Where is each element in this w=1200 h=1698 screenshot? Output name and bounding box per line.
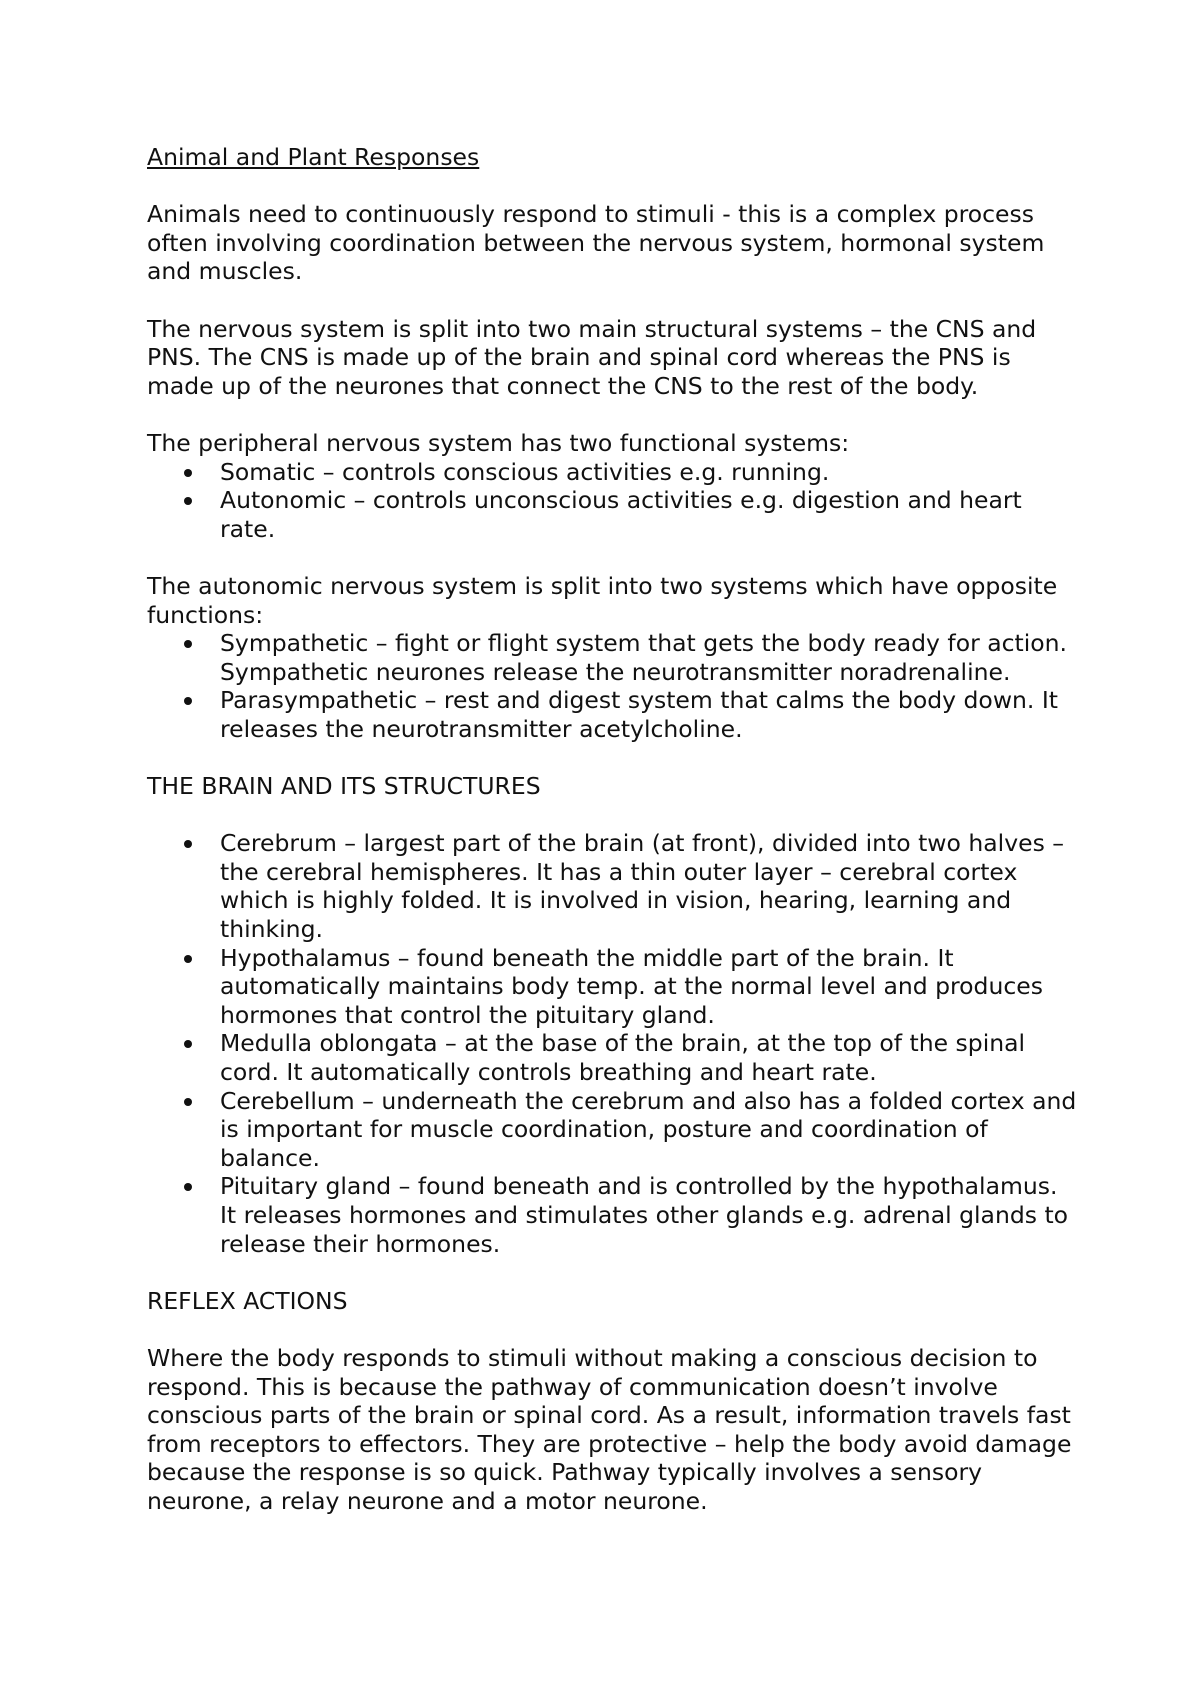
bullet-icon [184, 1183, 192, 1191]
list-item [147, 1029, 1077, 1086]
bullet-icon [184, 640, 192, 648]
bullet-icon [184, 469, 192, 477]
list-item-text: Cerebellum – underneath the cerebrum and also has a folded cortex and is important for muscle coordination, posture and coordination of balance. [220, 1086, 1077, 1172]
list-item-text: Parasympathetic – rest and digest system that calms the body down. It releases the neurotransmitter acetylcholine. [220, 686, 1059, 743]
list-item [147, 1087, 1077, 1173]
list-item [147, 629, 1077, 686]
list-item-text: Cerebrum – largest part of the brain (at front), divided into two halves – the cerebral hemispheres. It has a thin outer layer – cerebral cortex which is highly folded. It is involved in vision, hearing, learning and thinking. [220, 829, 1065, 944]
list-item [147, 1172, 1077, 1258]
bullet-icon [184, 840, 192, 848]
nervous-system-paragraph: The nervous system is split into two main structural systems – the CNS and PNS. The CNS is made up of the brain and spinal cord whereas the PNS is made up of the neurones that connect the CNS to the rest of the body. [147, 314, 1037, 400]
reflex-heading: REFLEX ACTIONS [147, 1286, 348, 1315]
list-item-text: Medulla oblongata – at the base of the brain, at the top of the spinal cord. It automatically controls breathing and heart rate. [220, 1029, 1026, 1086]
list-item-text: Pituitary gland – found beneath and is controlled by the hypothalamus. It releases hormones and stimulates other glands e.g. adrenal glands to release their hormones. [220, 1172, 1069, 1258]
list-item [147, 458, 1077, 487]
list-item [147, 686, 1077, 743]
intro-paragraph: Animals need to continuously respond to stimuli - this is a complex process often involving coordination between the nervous system, hormonal system and muscles. [147, 200, 1045, 286]
list-item-text: Hypothalamus – found beneath the middle part of the brain. It automatically maintains body temp. at the normal level and produces hormones that control the pituitary gland. [220, 943, 1043, 1029]
list-item-text: Somatic – controls conscious activities e.g. running. [220, 457, 830, 486]
bullet-icon [184, 697, 192, 705]
reflex-paragraph: Where the body responds to stimuli without making a conscious decision to respond. This is because the pathway of communication doesn’t involve conscious parts of the brain or spinal cord. As a result, information travels fast from receptors to effectors. They are protective – help the body avoid damage because the response is so quick. Pathway typically involves a sensory neurone, a relay neurone and a motor neurone. [147, 1343, 1072, 1515]
list-item [147, 486, 1077, 543]
document-title: Animal and Plant Responses [147, 143, 480, 171]
bullet-icon [184, 497, 192, 505]
autonomic-list [147, 629, 1077, 743]
list-item-text: Sympathetic – fight or flight system that gets the body ready for action. Sympathetic neurones release the neurotransmitter noradrenaline. [220, 629, 1068, 686]
bullet-icon [184, 955, 192, 963]
bullet-icon [184, 1040, 192, 1048]
list-item [147, 829, 1077, 943]
peripheral-lead: The peripheral nervous system has two functional systems: [147, 428, 850, 457]
brain-list [147, 829, 1077, 1258]
autonomic-lead: The autonomic nervous system is split into two systems which have opposite functions: [147, 571, 1058, 629]
list-item-text: Autonomic – controls unconscious activities e.g. digestion and heart rate. [220, 486, 1022, 543]
list-item [147, 944, 1077, 1030]
brain-heading: THE BRAIN AND ITS STRUCTURES [147, 772, 541, 801]
document-body [147, 143, 1077, 1544]
bullet-icon [184, 1098, 192, 1106]
peripheral-list [147, 458, 1077, 544]
